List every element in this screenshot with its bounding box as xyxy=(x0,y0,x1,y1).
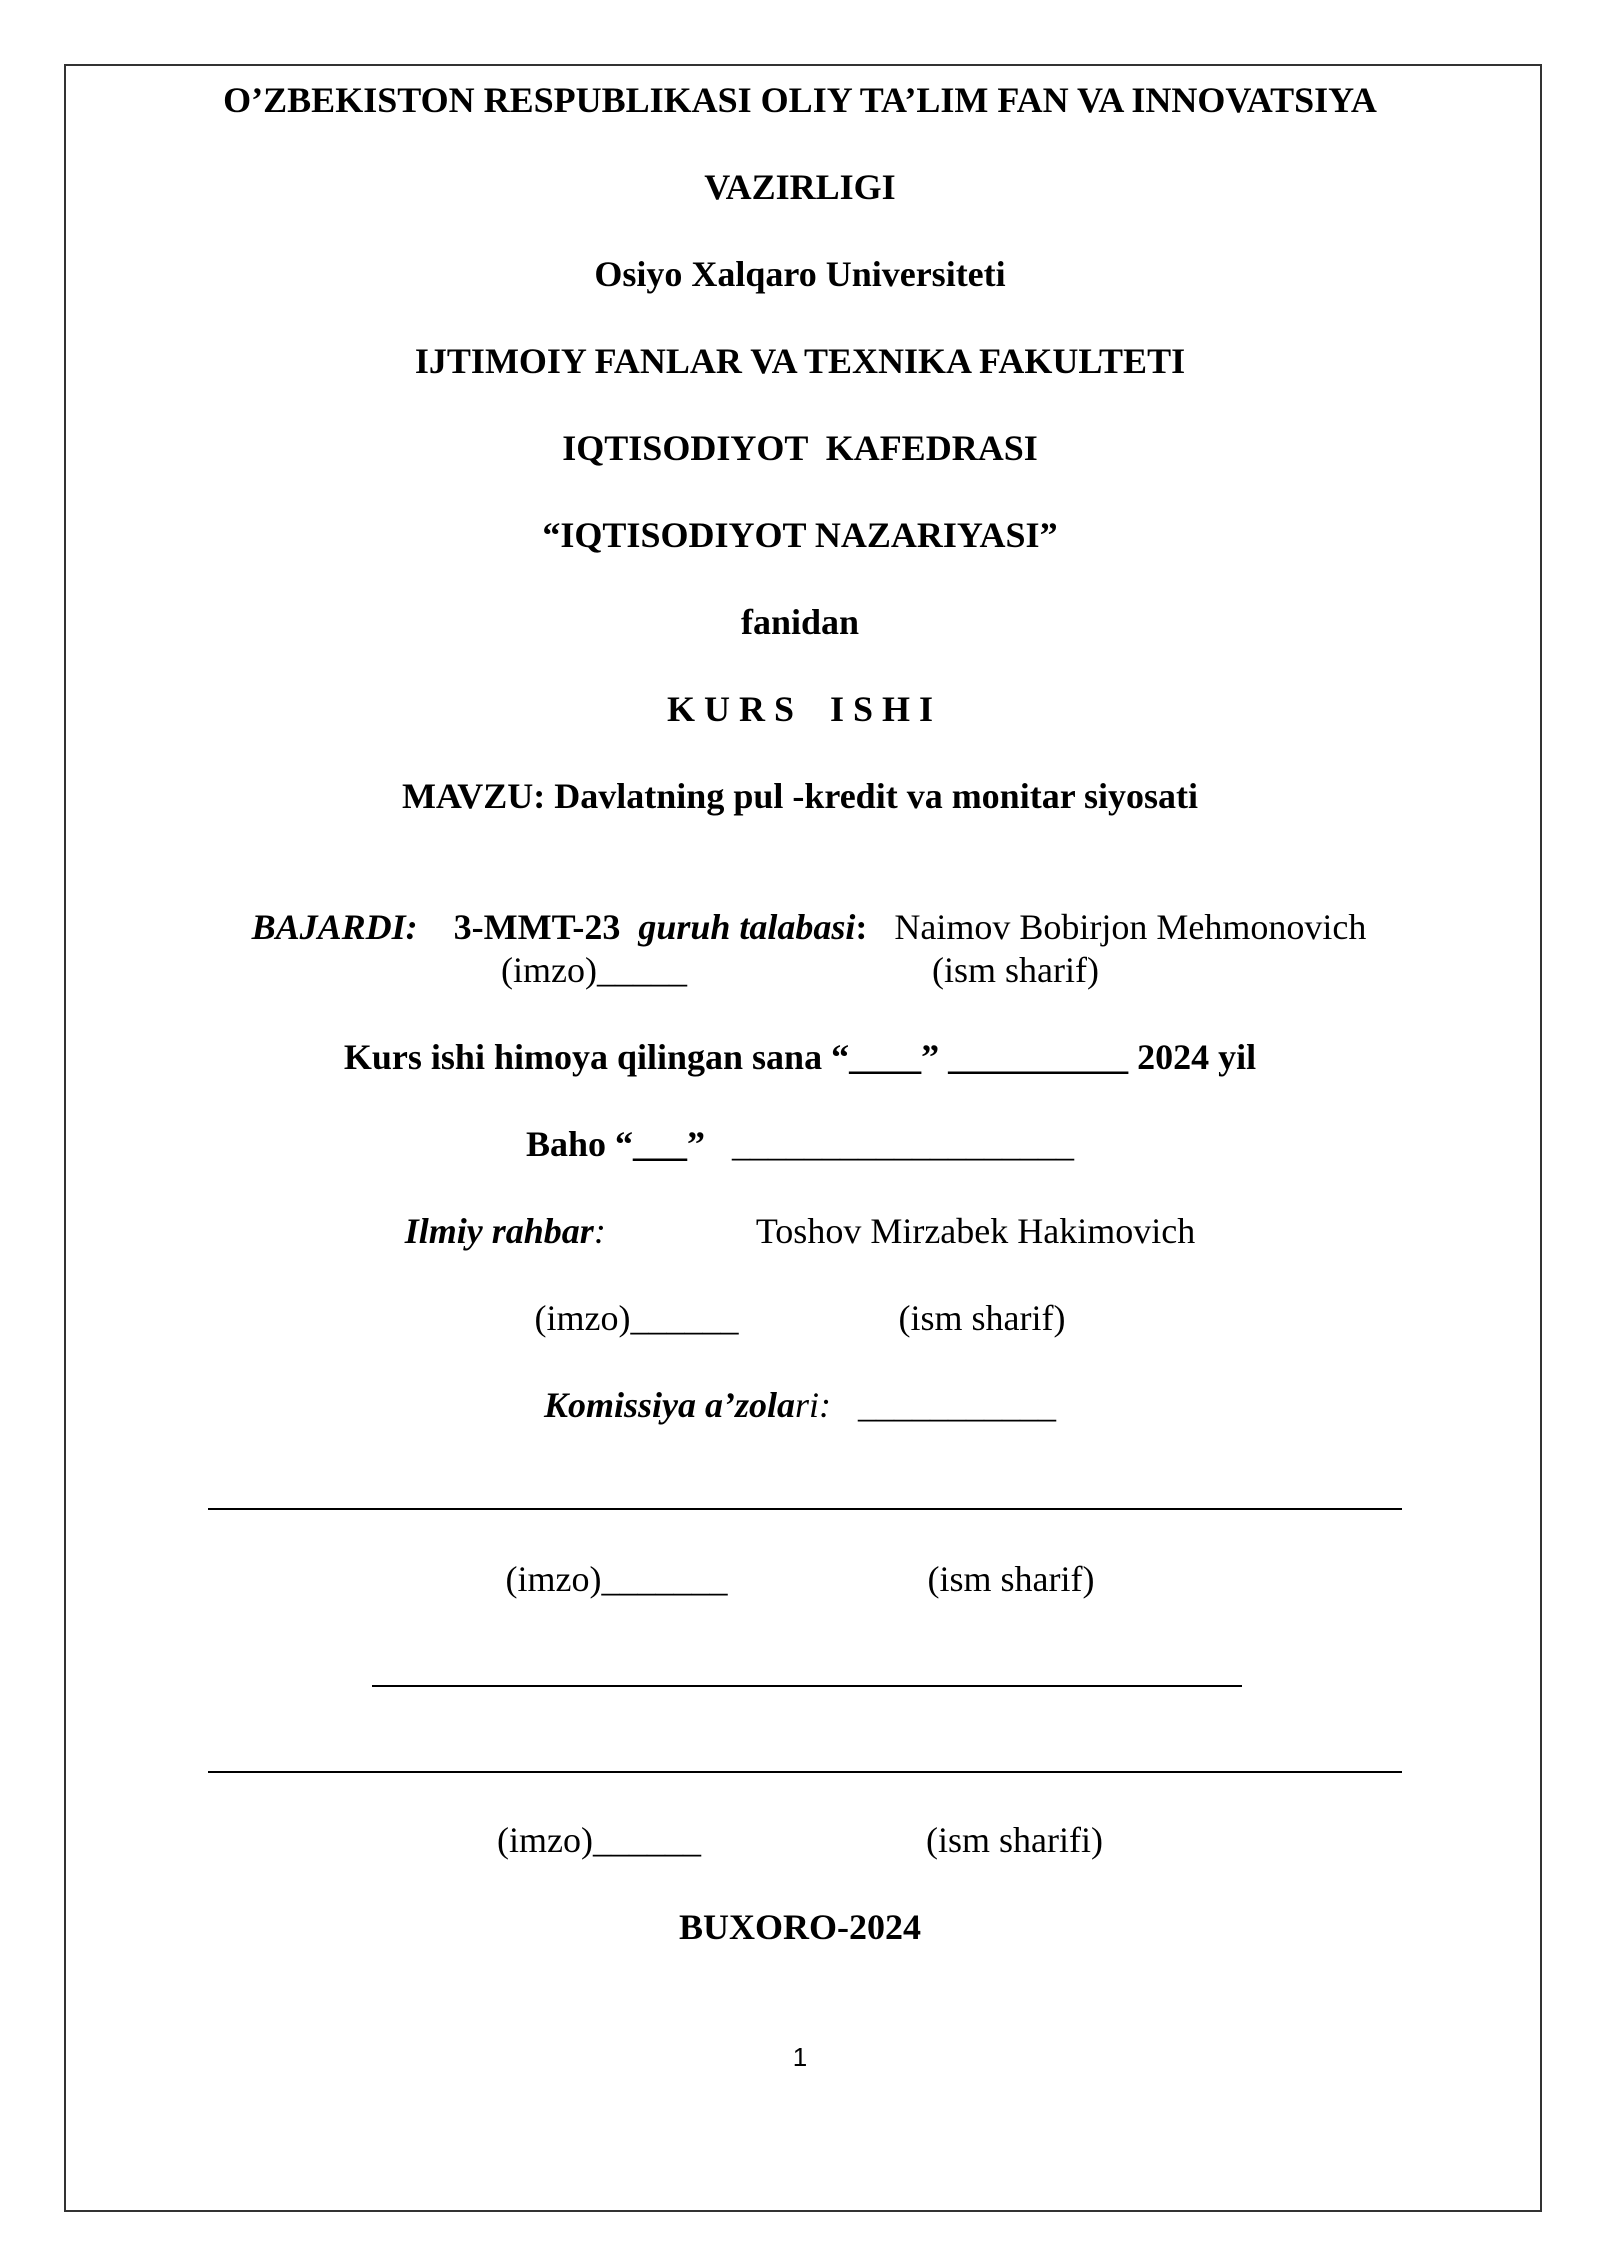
commission-name-caption-2: (ism sharifi) xyxy=(926,1820,1103,1860)
commission-signature-line-1 xyxy=(0,1557,1600,1601)
commission-name-caption-1: (ism sharif) xyxy=(927,1559,1095,1599)
supervisor-name-caption: (ism sharif) xyxy=(898,1298,1066,1338)
student-name: Naimov Bobirjon Mehmonovich xyxy=(894,907,1367,947)
faculty-name: IJTIMOIY FANLAR VA TEXNIKA FAKULTETI xyxy=(414,341,1186,381)
commission-signature-2: (imzo)______ xyxy=(497,1820,701,1860)
university-name: Osiyo Xalqaro Universiteti xyxy=(594,254,1006,294)
ministry-line-2: VAZIRLIGI xyxy=(704,167,896,207)
supervisor-line xyxy=(0,1209,1600,1253)
student-name-caption: (ism sharif) xyxy=(932,950,1099,990)
supervisor-name: Toshov Mirzabek Hakimovich xyxy=(755,1211,1196,1251)
commission-label: Komissiya a’zola xyxy=(543,1385,795,1425)
grade-line xyxy=(0,1122,1600,1166)
ministry-line-1: O’ZBEKISTON RESPUBLIKASI OLIY TA’LIM FAN VA INNOVATSIYA xyxy=(223,80,1377,120)
group-suffix: guruh talabasi xyxy=(638,907,856,947)
commission-signature-1: (imzo)_______ xyxy=(505,1559,728,1599)
colon: : xyxy=(593,1211,606,1251)
commission-label-rest: ri: xyxy=(795,1385,831,1425)
grade-blank: ___________________ xyxy=(732,1124,1075,1164)
commission-blank: ___________ xyxy=(858,1385,1056,1425)
commission-signature-line-2 xyxy=(0,1818,1600,1862)
commission-line xyxy=(0,1383,1600,1427)
group-code: 3-MMT-23 xyxy=(453,907,621,947)
student-signature: (imzo)_____ xyxy=(501,950,687,990)
department-name: IQTISODIYOT KAFEDRASI xyxy=(562,428,1038,468)
grade-label: Baho “___” xyxy=(525,1124,706,1164)
commission-rule-2 xyxy=(372,1685,1242,1687)
topic-line: MAVZU: Davlatning pul -kredit va monitar siyosati xyxy=(401,776,1199,816)
document-type: K U R S I S H I xyxy=(666,689,934,729)
performer-label: BAJARDI: xyxy=(251,907,418,947)
supervisor-label: Ilmiy rahbar xyxy=(404,1211,594,1251)
subject-suffix: fanidan xyxy=(740,602,860,642)
commission-rule-1 xyxy=(208,1508,1402,1510)
supervisor-signature-line xyxy=(0,1296,1600,1340)
commission-rule-3 xyxy=(208,1771,1402,1773)
colon: : xyxy=(855,907,868,947)
supervisor-signature: (imzo)______ xyxy=(534,1298,739,1338)
defense-date-line: Kurs ishi himoya qilingan sana “____” __________ 2024 yil xyxy=(343,1037,1257,1077)
subject-name: “IQTISODIYOT NAZARIYASI” xyxy=(542,515,1058,555)
city-year: BUXORO-2024 xyxy=(679,1907,921,1947)
student-line xyxy=(0,861,1600,949)
page-number: 1 xyxy=(792,2042,808,2072)
student-signature-line xyxy=(0,948,1600,992)
